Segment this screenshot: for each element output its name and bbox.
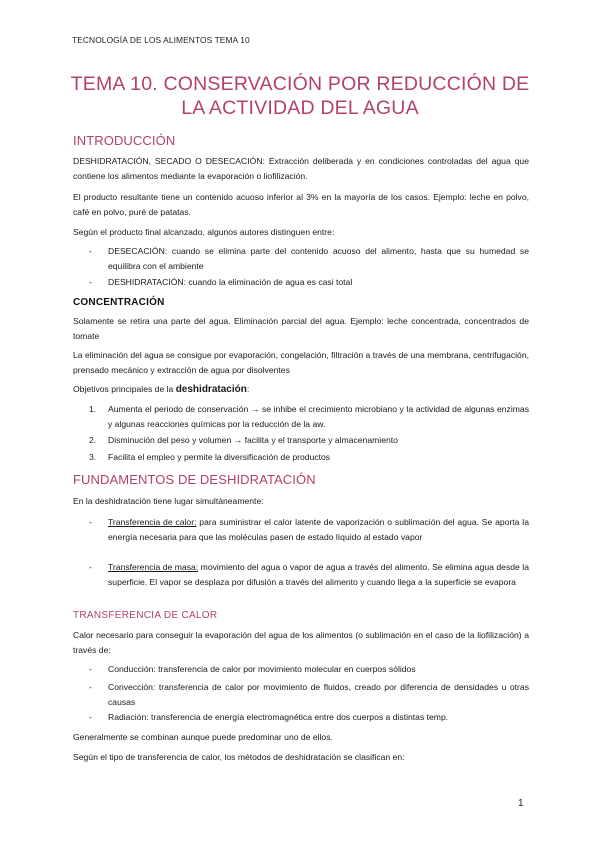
page-title (60, 72, 540, 120)
running-header: TECNOLOGÍA DE LOS ALIMENTOS TEMA 10 (72, 35, 250, 45)
transferencia-paragraph-2: Generalmente se combinan aunque puede predominar uno de ellos. (73, 732, 333, 742)
objective-number-3: 3. (89, 452, 97, 462)
transferencia-bullet-1: Conducción: transferencia de calor por movimiento molecular en cuerpos sólidos (108, 664, 416, 674)
page-number: 1 (518, 798, 524, 809)
bullet-dash: - (89, 682, 92, 692)
section-heading-concentracion: CONCENTRACIÓN (73, 297, 165, 308)
fundamentos-item-2 (108, 560, 529, 590)
objective-number-2: 2. (89, 435, 97, 445)
objective-item-3: Facilita el empleo y permite la diversificación de productos (108, 452, 331, 462)
term-transferencia-calor: Transferencia de calor: (108, 517, 197, 527)
objective-item-2: Disminución del peso y volumen → facilita y el transporte y almacenamiento (108, 435, 398, 445)
objective-number-1: 1. (89, 404, 97, 414)
bullet-dash: - (89, 562, 92, 572)
bullet-dash: - (89, 277, 92, 287)
transferencia-bullet-2: Convección: transferencia de calor por movimiento de fluidos, creado por diferencia de densidades u otras causas (108, 682, 529, 707)
bullet-dash: - (89, 517, 92, 527)
section-heading-introduccion: INTRODUCCIÓN (73, 133, 176, 148)
fundamentos-item-2-text: movimiento del agua o vapor de agua a través del alimento. Se elimina agua desde la superficie. El vapor se desplaza por difusión a través del alimento y cuando llega a la superficie se evapora (108, 562, 529, 587)
intro-paragraph-1: DESHIDRATACIÓN, SECADO O DESECACIÓN: Extracción deliberada y en condiciones controladas del agua que contiene los alimentos mediante la evaporación o liofilización. (73, 156, 529, 181)
fundamentos-item-1 (108, 515, 529, 545)
intro-paragraph-2: El producto resultante tiene un contenido acuoso inferior al 3% en la mayoría de los casos. Ejemplo: leche en polvo, café en polvo, puré de patatas. (73, 192, 529, 217)
bullet-dash: - (89, 712, 92, 722)
intro-bullet-1: DESECACIÓN: cuando se elimina parte del contenido acuoso del alimento, hasta que su humedad se equilibra con el ambiente (108, 246, 529, 271)
bullet-dash: - (89, 664, 92, 674)
concentracion-paragraph-1: Solamente se retira una parte del agua. Eliminación parcial del agua. Ejemplo: leche concentrada, concentrados de tomate (73, 316, 529, 341)
objectives-suffix: : (246, 384, 250, 394)
title-line-2: LA ACTIVIDAD DEL AGUA (181, 97, 419, 119)
fundamentos-paragraph-1: En la deshidratación tiene lugar simultáneamente: (73, 496, 264, 506)
concentracion-paragraph-2: La eliminación del agua se consigue por evaporación, congelación, filtración a través de una membrana, centrifugación, prensado mecánico y extracción de agua por disolventes (73, 350, 529, 375)
intro-paragraph-3: Según el producto final alcanzado, algunos autores distinguen entre: (73, 227, 335, 237)
objectives-intro (73, 382, 529, 397)
transferencia-bullet-3: Radiación: transferencia de energía electromagnética entre dos cuerpos a distintas temp. (108, 712, 449, 722)
intro-bullet-2: DESHIDRATACIÓN: cuando la eliminación de agua es casi total (108, 277, 353, 287)
section-heading-fundamentos: FUNDAMENTOS DE DESHIDRATACIÓN (73, 472, 316, 487)
transferencia-paragraph-3: Según el tipo de transferencia de calor, los métodos de deshidratación se clasifican en: (73, 752, 405, 762)
objectives-prefix: Objetivos principales de la (73, 384, 176, 394)
objectives-bold-term: deshidratación (175, 384, 247, 395)
section-heading-transferencia-calor: TRANSFERENCIA DE CALOR (73, 610, 218, 621)
bullet-dash: - (89, 246, 92, 256)
fundamentos-item-1-text: para suministrar el calor latente de vaporización o sublimación del agua. Se aporta la energía necesaria para que las moléculas pasen de estado líquido al estado vapor (108, 517, 529, 542)
title-line-1: TEMA 10. CONSERVACIÓN POR REDUCCIÓN DE (70, 73, 530, 95)
transferencia-paragraph-1: Calor necesario para conseguir la evaporación del agua de los alimentos (o sublimación en el caso de la liofilización) a través de: (73, 630, 529, 655)
objective-item-1: Aumenta el periodo de conservación → se inhibe el crecimiento microbiano y la actividad de algunas enzimas y algunas reacciones químicas por la reducción de la aw. (108, 404, 529, 429)
term-transferencia-masa: Transferencia de masa: (108, 562, 199, 572)
